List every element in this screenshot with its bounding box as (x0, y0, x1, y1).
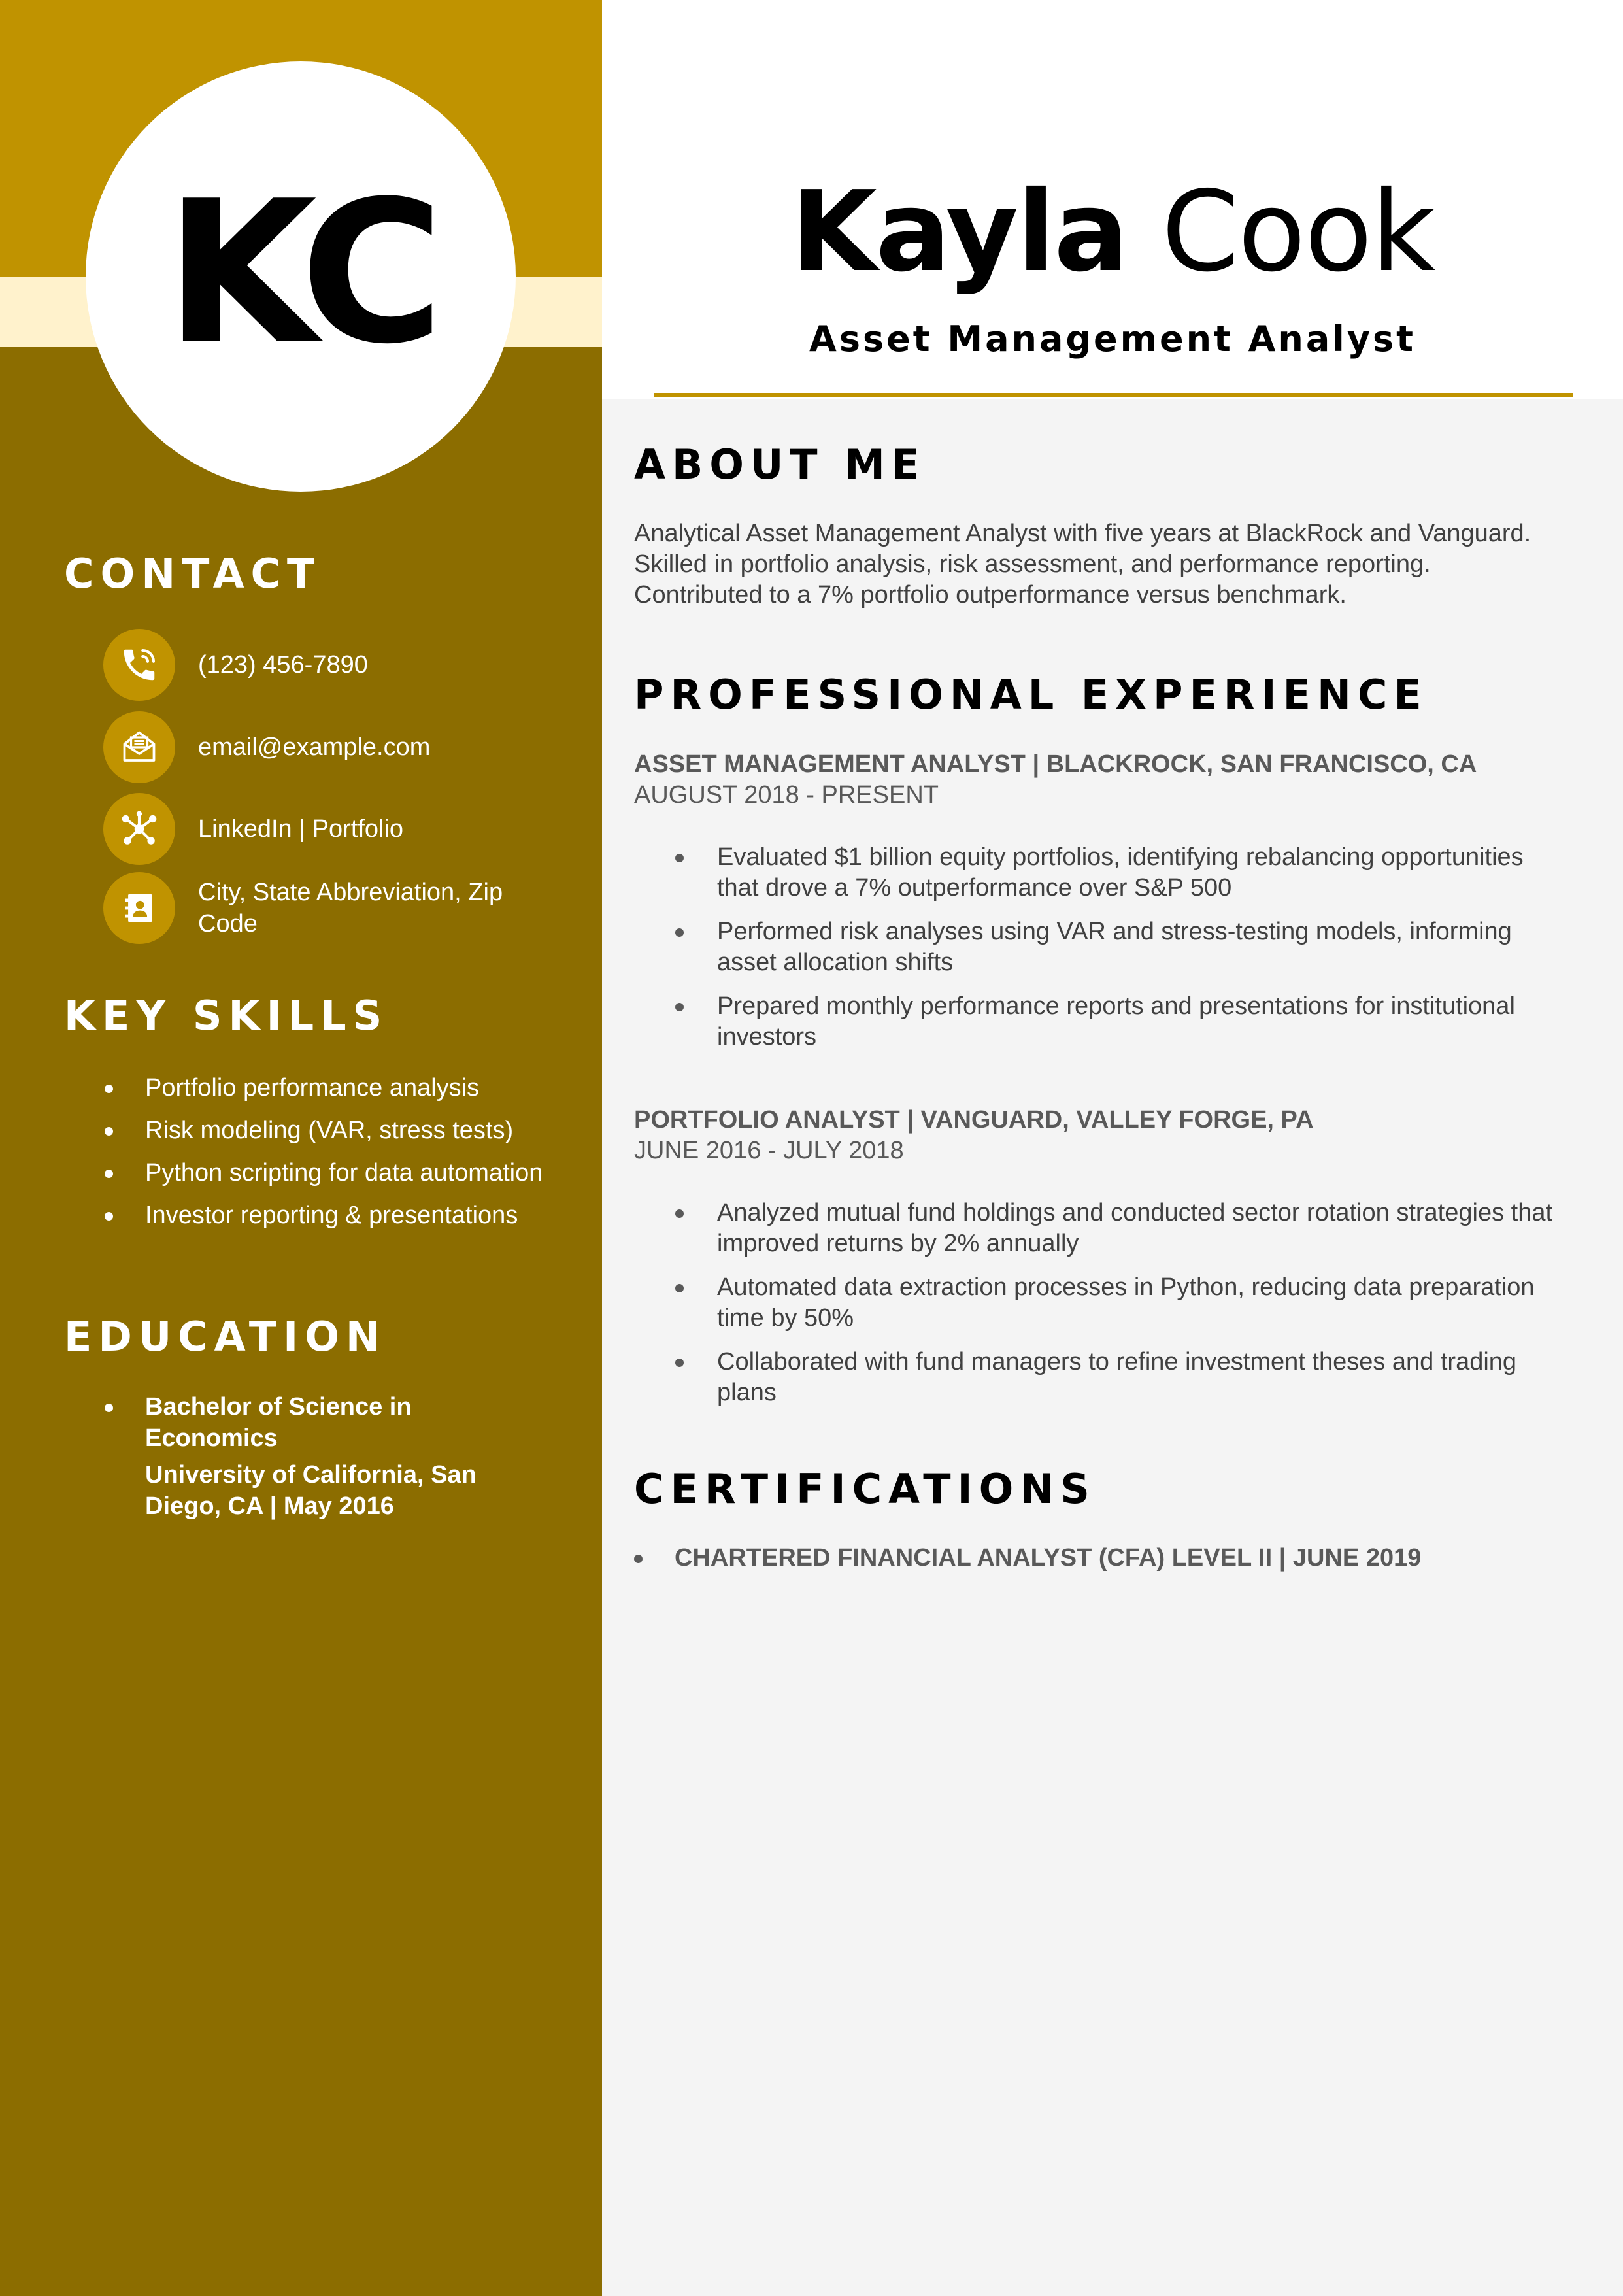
key-skills-heading: KEY SKILLS (64, 992, 389, 1039)
education-degree: Bachelor of Science in Economics (145, 1393, 412, 1452)
job-2-dates: JUNE 2016 - JULY 2018 (634, 1137, 904, 1164)
education-school: University of California, San Diego, CA | May 2016 (145, 1461, 477, 1520)
job-2-bullets (675, 1198, 1564, 1421)
contact-email (103, 711, 551, 783)
experience-heading: PROFESSIONAL EXPERIENCE (634, 671, 1428, 718)
job-1-bullets (675, 842, 1564, 1066)
contact-links-text[interactable]: LinkedIn | Portfolio (198, 815, 404, 843)
certifications-heading: CERTIFICATIONS (634, 1465, 1096, 1513)
education-list (105, 1391, 549, 1533)
job-bullet: Analyzed mutual fund holdings and conducted sector rotation strategies that improved returns by 2% annually (675, 1198, 1564, 1259)
candidate-name (602, 167, 1623, 297)
job-bullet: Prepared monthly performance reports and presentations for institutional investors (675, 991, 1564, 1053)
contact-links (103, 793, 551, 865)
skill-item: Investor reporting & presentations (105, 1200, 549, 1231)
job-1-title: ASSET MANAGEMENT ANALYST | BLACKROCK, SAN FRANCISCO, CA (634, 751, 1477, 778)
contact-phone-text[interactable]: (123) 456-7890 (198, 651, 368, 679)
contact-address (103, 872, 551, 944)
skill-item: Portfolio performance analysis (105, 1072, 549, 1104)
skill-item: Risk modeling (VAR, stress tests) (105, 1115, 549, 1146)
last-name: Cook (1161, 167, 1435, 297)
monogram-initials: KC (165, 159, 437, 387)
education-heading: EDUCATION (64, 1313, 386, 1360)
network-icon (103, 793, 175, 865)
job-2-title: PORTFOLIO ANALYST | VANGUARD, VALLEY FORGE, PA (634, 1106, 1314, 1134)
about-heading: ABOUT ME (634, 441, 926, 488)
job-bullet: Evaluated $1 billion equity portfolios, identifying rebalancing opportunities that drove a 7% outperformance over S&P 500 (675, 842, 1564, 903)
phone-icon (103, 629, 175, 701)
job-bullet: Automated data extraction processes in Python, reducing data preparation time by 50% (675, 1272, 1564, 1334)
contact-email-text[interactable]: email@example.com (198, 734, 431, 761)
job-bullet: Performed risk analyses using VAR and stress-testing models, informing asset allocation shifts (675, 917, 1564, 978)
job-title-heading: Asset Management Analyst (809, 318, 1416, 360)
first-name: Kayla (790, 167, 1128, 297)
about-text: Analytical Asset Management Analyst with five years at BlackRock and Vanguard. Skilled in portfolio analysis, risk assessment, and performance reporting. Contributed to a 7% portfolio outperformance versus benchmark. (634, 520, 1531, 609)
skill-item: Python scripting for data automation (105, 1157, 549, 1189)
contact-phone (103, 629, 551, 701)
title-divider (654, 393, 1573, 397)
job-bullet: Collaborated with fund managers to refine investment theses and trading plans (675, 1347, 1564, 1408)
certification-item: CHARTERED FINANCIAL ANALYST (CFA) LEVEL II | JUNE 2019 (634, 1543, 1421, 1574)
education-item (105, 1391, 549, 1522)
contact-address-text: City, State Abbreviation, Zip Code (198, 879, 503, 937)
monogram-badge (86, 61, 516, 492)
email-icon (103, 711, 175, 783)
key-skills-list (105, 1072, 549, 1242)
job-1-dates: AUGUST 2018 - PRESENT (634, 781, 939, 809)
contact-heading: CONTACT (64, 550, 322, 598)
address-book-icon (103, 872, 175, 944)
